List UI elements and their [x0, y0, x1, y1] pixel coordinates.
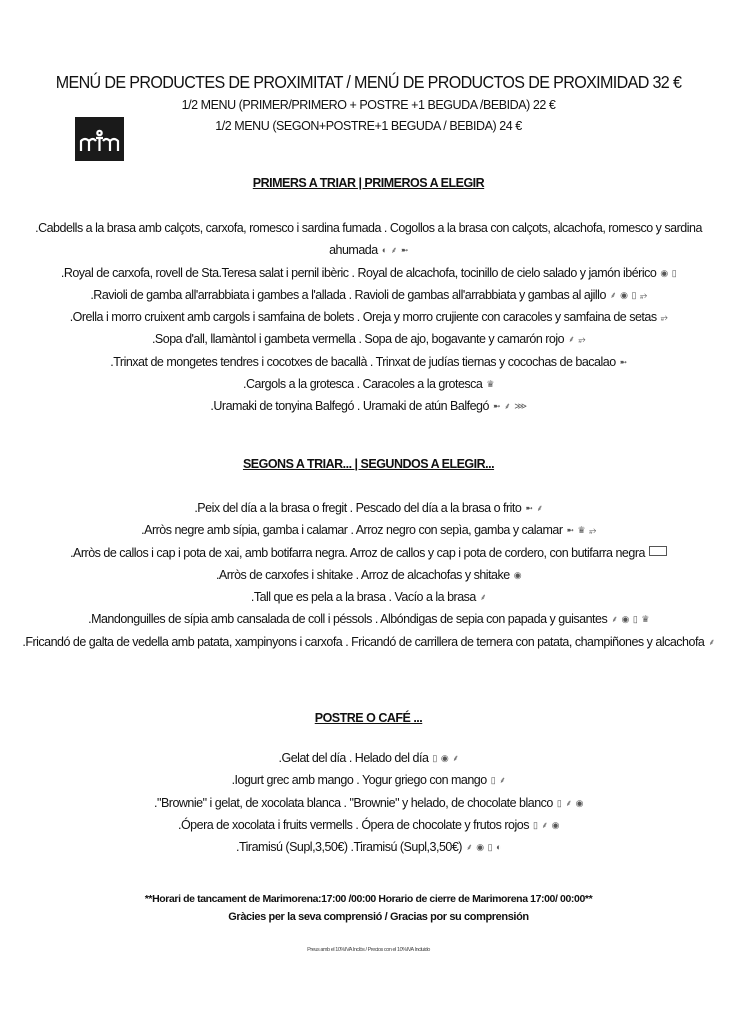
gluten-allergen-icon: ⸙ [541, 819, 548, 830]
crustacean-allergen-icon: ⥵ [578, 334, 586, 345]
menu-item [20, 262, 717, 284]
fish-allergen-icon: ➼ [400, 245, 408, 256]
fish-allergen-icon: ➼ [619, 356, 627, 367]
menu-item [20, 814, 717, 836]
menu-item-text: .Mandonguilles de sípia amb cansalada de coll i péssols . Albóndigas de sepia con papada y guisantes [88, 612, 608, 627]
menu-item-text: .Gelat del día . Helado del día [278, 751, 429, 765]
menu-item-text: .Fricandó de galta de vedella amb patata, xampinyons i carxofa . Fricandó de carrillera de ternera con patata, champiñones y alcachofa [22, 634, 705, 649]
gluten-allergen-icon: ⸙ [609, 289, 617, 300]
menu-item-text: .Uramaki de tonyina Balfegó . Uramaki de atún Balfegó [210, 399, 489, 414]
menu-item [20, 836, 717, 858]
menu-item [20, 217, 717, 262]
menu-item [20, 497, 717, 519]
menu-item [20, 631, 717, 653]
menu-item [20, 284, 717, 306]
menu-item-text: .Ravioli de gamba all'arrabbiata i gambes a l'allada . Ravioli de gambas all'arrabbiata y gambas al ajillo [90, 287, 606, 302]
gluten-allergen-icon: ⸙ [708, 636, 715, 647]
milk-allergen-icon: ▯ [631, 289, 636, 300]
milk-allergen-icon: ▯ [556, 797, 562, 808]
menu-item-text: .Arròs negre amb sípia, gamba i calamar . Arroz negro con sepìa, gamba y calamar [141, 523, 563, 538]
menu-item [20, 747, 717, 769]
gluten-allergen-icon: ⸙ [565, 797, 572, 808]
sulphites-allergen-icon: ◐ [496, 842, 501, 853]
menu-item [20, 306, 717, 328]
section-primeros [20, 176, 717, 418]
menu-item-text: .Trinxat de mongetes tendres i cocotxes de bacallà . Trinxat de judías tiernas y cocochas de bacalao [110, 354, 616, 369]
menu-item [20, 542, 717, 564]
mollusc-allergen-icon: ♛ [486, 379, 494, 390]
section-heading: SEGONS A TRIAR... | SEGUNDOS A ELEGIR... [242, 457, 495, 471]
gluten-allergen-icon: ⸙ [499, 775, 506, 786]
gluten-allergen-icon: ⸙ [479, 592, 487, 603]
menu-item [20, 373, 717, 395]
menu-title: MENÚ DE PRODUCTES DE PROXIMITAT / MENÚ DE PRODUCTOS DE PROXIMIDAD 32 € [55, 72, 682, 92]
sesame-allergen-icon: ⋙ [514, 401, 527, 412]
egg-allergen-icon: ◉ [513, 569, 522, 580]
crustacean-allergen-icon: ⥵ [589, 525, 596, 536]
menu-item-text: .Royal de carxofa, rovell de Sta.Teresa salat i pernil ibèric . Royal de alcachofa, tocinillo de cielo salado y jamón ibérico [60, 265, 657, 280]
section-postre [20, 711, 717, 858]
mollusc-allergen-icon: ♛ [577, 525, 586, 536]
egg-allergen-icon: ◉ [621, 614, 629, 625]
section-segundos [20, 457, 717, 653]
crustacean-allergen-icon: ⥵ [660, 312, 668, 323]
mollusc-allergen-icon: ♛ [641, 614, 649, 625]
crustacean-allergen-icon: ⥵ [639, 289, 647, 300]
sulphites-allergen-icon: ◐ [381, 245, 387, 256]
section-heading: POSTRE O CAFÉ ... [314, 711, 423, 725]
menu-item-text: .Sopa d'all, llamàntol i gambeta vermella . Sopa de ajo, bogavante y camarón rojo [151, 332, 565, 347]
milk-allergen-icon: ▯ [432, 753, 437, 763]
gluten-allergen-icon: ⸙ [452, 753, 459, 763]
milk-allergen-icon: ▯ [671, 267, 677, 278]
menu-item-text: .Tiramisú (Supl,3,50€) .Tiramisú (Supl,3,50€) [236, 840, 462, 855]
menu-item [20, 792, 717, 814]
menu-item-text: .Arròs de carxofes i shitake . Arroz de alcachofas y shitake [215, 567, 510, 582]
gluten-allergen-icon: ⸙ [536, 503, 543, 513]
egg-allergen-icon: ◉ [620, 289, 628, 300]
menu-item-text: .Tall que es pela a la brasa . Vacío a la brasa [250, 590, 476, 605]
menu-item-text: .Orella i morro cruixent amb cargols i samfaina de bolets . Oreja y morro crujiente con caracoles y samfaina de setas [69, 310, 657, 325]
egg-allergen-icon: ◉ [440, 753, 449, 763]
section-heading: PRIMERS A TRIAR | PRIMEROS A ELEGIR [252, 176, 485, 190]
gluten-allergen-icon: ⸙ [568, 334, 575, 345]
gluten-allergen-icon: ⸙ [504, 401, 511, 412]
menu-item [20, 328, 717, 350]
menu-item-text: .Ópera de xocolata i fruits vermells . Ópera de chocolate y frutos rojos [177, 817, 529, 832]
menu-item [20, 395, 717, 417]
menu-item-text: .Iogurt grec amb mango . Yogur griego con mango [231, 773, 487, 788]
closing-hours: **Horari de tancament de Marimorena:17:00 /00:00 Horario de cierre de Marimorena 17:00/ 00:00** [144, 893, 593, 905]
gluten-free-allergen-icon [649, 546, 667, 556]
gluten-allergen-icon: ⸙ [465, 842, 473, 853]
gluten-allergen-icon: ⸙ [611, 614, 618, 625]
egg-allergen-icon: ◉ [551, 819, 560, 830]
menu-item-text: .Cabdells a la brasa amb calçots, carxofa, romesco i sardina fumada . Cogollos a la brasa con calçots, alcachofa, romesco y sardina ahumada [35, 221, 702, 258]
fish-allergen-icon: ➼ [492, 401, 500, 412]
fish-allergen-icon: ➼ [566, 525, 574, 536]
egg-allergen-icon: ◉ [660, 267, 668, 278]
menu-item [20, 608, 717, 630]
gluten-allergen-icon: ⸙ [390, 245, 397, 256]
menu-item [20, 351, 717, 373]
milk-allergen-icon: ▯ [487, 842, 493, 853]
menu-item-text: ."Brownie" i gelat, de xocolata blanca . "Brownie" y helado, de chocolate blanco [154, 795, 553, 810]
thanks-note: Gràcies per la seva comprensió / Gracias por su comprensión [228, 911, 529, 923]
menu-item-text: .Cargols a la grotesca . Caracoles a la grotesca [243, 377, 483, 392]
egg-allergen-icon: ◉ [575, 797, 583, 808]
menu-item-text: .Arròs de callos i cap i pota de xai, amb botifarra negra. Arroz de callos y cap i pota de cordero, con butifarra negra [70, 545, 645, 560]
menu-item [20, 769, 717, 791]
menu-item [20, 586, 717, 608]
menu-item-text: .Peix del día a la brasa o fregit . Pescado del día a la brasa o frito [194, 501, 522, 515]
half-menu-second-course: 1/2 MENU (SEGON+POSTRE+1 BEGUDA / BEBIDA) 24 € [215, 119, 522, 133]
fish-allergen-icon: ➼ [525, 503, 533, 513]
milk-allergen-icon: ▯ [532, 819, 538, 830]
vat-note: Preus amb el 10%IVA Inclòs / Precios con el 10%IVA Incluido [307, 947, 430, 953]
restaurant-logo [75, 117, 124, 161]
egg-allergen-icon: ◉ [476, 842, 484, 853]
milk-allergen-icon: ▯ [632, 614, 638, 625]
menu-item [20, 564, 717, 586]
menu-item [20, 519, 717, 541]
half-menu-first-course: 1/2 MENU (PRIMER/PRIMERO + POSTRE +1 BEGUDA /BEBIDA) 22 € [181, 98, 556, 112]
milk-allergen-icon: ▯ [490, 775, 496, 786]
